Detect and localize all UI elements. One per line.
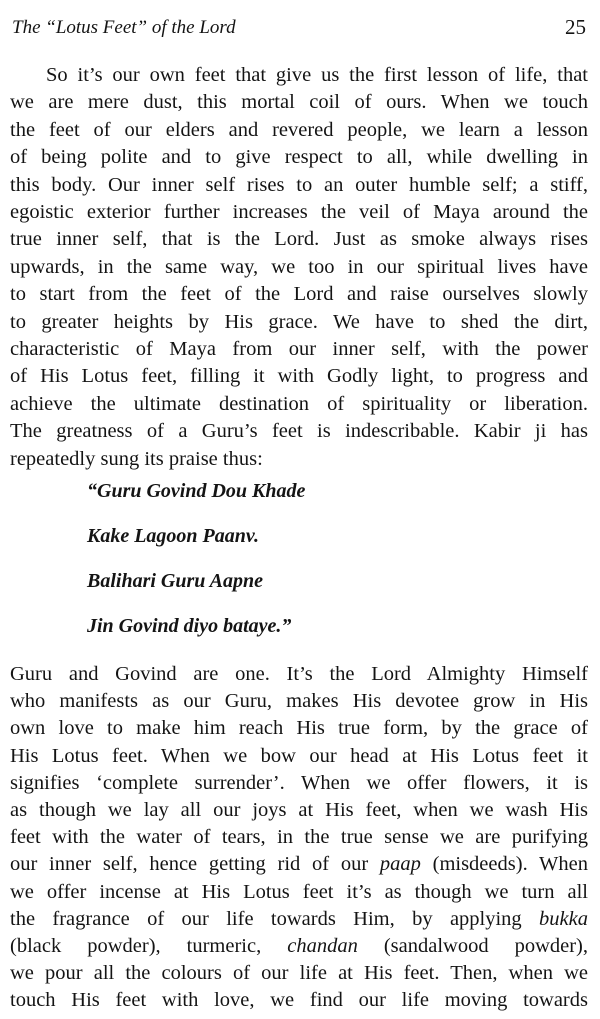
text-line: achieve the ultimate destination of spirituality or liberation. bbox=[10, 392, 588, 415]
text-line: as though we lay all our joys at His feet, when we wash His bbox=[10, 799, 588, 822]
text-segment: our inner self, hence getting rid of our bbox=[10, 853, 380, 876]
text-line bbox=[10, 851, 588, 878]
text-segment: the fragrance of our life towards Him, by applying bbox=[10, 907, 540, 930]
text-line: who manifests as our Guru, makes His devotee grow in His bbox=[10, 690, 588, 713]
running-header-title: The “Lotus Feet” of the Lord bbox=[12, 17, 236, 38]
text-line: upwards, in the same way, we too in our spiritual lives have bbox=[10, 255, 588, 278]
verse-line: Jin Govind diyo bataye.” bbox=[87, 615, 292, 637]
text-line bbox=[10, 906, 588, 933]
text-segment: (misdeeds). When bbox=[420, 853, 588, 876]
text-line: own love to make him reach His true form, by the grace of bbox=[10, 717, 588, 740]
text-line: The greatness of a Guru’s feet is indescribable. Kabir ji has bbox=[10, 420, 588, 443]
text-line: touch His feet with love, we find our life moving towards bbox=[10, 989, 588, 1012]
page-number: 25 bbox=[565, 15, 586, 39]
text-line: egoistic exterior further increases the veil of Maya around the bbox=[10, 201, 588, 224]
verse-line: Kake Lagoon Paanv. bbox=[87, 525, 260, 547]
text-line: Guru and Govind are one. It’s the Lord Almighty Himself bbox=[10, 663, 588, 685]
text-segment: (black powder), turmeric, bbox=[10, 935, 288, 958]
text-line: signifies ‘complete surrender’. When we offer flowers, it is bbox=[10, 771, 588, 794]
text-line: we pour all the colours of our life at His feet. Then, when we bbox=[10, 962, 588, 985]
text-line: true inner self, that is the Lord. Just as smoke always rises bbox=[10, 228, 588, 251]
text-segment: (sandalwood powder), bbox=[357, 935, 589, 958]
paragraph-feet-lesson bbox=[10, 62, 588, 473]
text-line: So it’s our own feet that give us the first lesson of life, that bbox=[46, 64, 588, 86]
text-line bbox=[10, 933, 588, 960]
text-line: to greater heights by His grace. We have to shed the dirt, bbox=[10, 310, 588, 333]
italic-term-bukka: bukka bbox=[539, 907, 588, 930]
text-line: repeatedly sung its praise thus: bbox=[10, 447, 263, 470]
text-line: the feet of our elders and revered people, we learn a lesson bbox=[10, 118, 588, 141]
text-line: we are mere dust, this mortal coil of ours. When we touch bbox=[10, 91, 588, 114]
text-line: to start from the feet of the Lord and raise ourselves slowly bbox=[10, 283, 588, 306]
paragraph-guru-govind bbox=[10, 661, 588, 1015]
text-line: of His Lotus feet, filling it with Godly light, to progress and bbox=[10, 365, 588, 388]
text-line: we offer incense at His Lotus feet it’s as though we turn all bbox=[10, 880, 588, 903]
italic-term-paap: paap bbox=[379, 853, 421, 876]
italic-term-chandan: chandan bbox=[287, 935, 358, 958]
text-line: of being polite and to give respect to all, while dwelling in bbox=[10, 146, 588, 169]
text-line: His Lotus feet. When we bow our head at His Lotus feet it bbox=[10, 744, 588, 767]
verse-line: “Guru Govind Dou Khade bbox=[87, 480, 306, 502]
text-line: this body. Our inner self rises to an outer humble self; a stiff, bbox=[10, 173, 588, 196]
text-line: feet with the water of tears, in the true sense we are purifying bbox=[10, 826, 588, 849]
text-line: characteristic of Maya from our inner self, with the power bbox=[10, 338, 588, 361]
verse-line: Balihari Guru Aapne bbox=[87, 570, 263, 592]
kabir-verse bbox=[87, 478, 305, 658]
